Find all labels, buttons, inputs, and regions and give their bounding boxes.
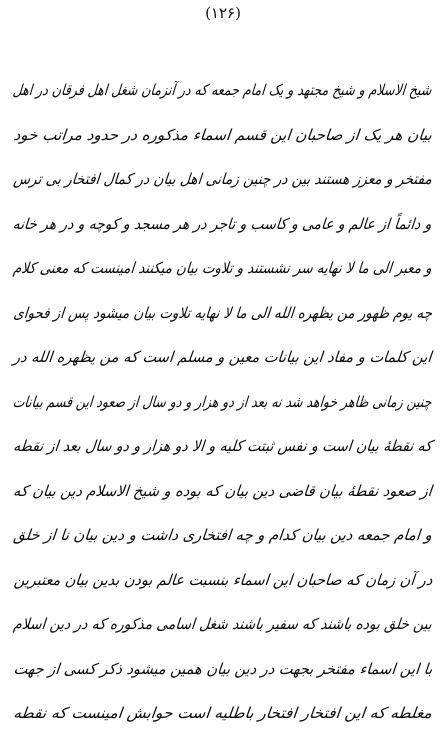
- line-text: بین خلق بوده باشند که سفیر باشند شغل اسامی مذکوره که در دین اسلام: [12, 614, 434, 633]
- text-line: [10, 246, 435, 291]
- handwritten-text-body: [12, 68, 432, 746]
- text-line: [10, 469, 435, 514]
- line-text: بیان هر یک از صاحبان این قسم اسماء مذکوره در حدود مراتب خود: [12, 125, 434, 144]
- text-line: [10, 602, 435, 647]
- line-text: مغلطه که این افتخار افتخار باطلیه است حوابش امینست که نقطه: [12, 703, 434, 722]
- text-line: [10, 513, 435, 558]
- text-line: [10, 291, 435, 336]
- line-text: در آن زمان که صاحبان این اسماء بنسبت عالم بودن بدین بیان معتبرین: [12, 570, 434, 589]
- line-text: که نقطهٔ بیان است و نفس ثبتت کلیه و الا دو هزار و دو سال بعد از نقطه: [12, 436, 434, 455]
- text-line: [10, 691, 435, 736]
- line-text: چنین زمانی ظاهر خواهد شد نه بعد از دو هزار و دو سال از صعود این قسم بیانات: [12, 392, 434, 411]
- text-line: [10, 380, 435, 425]
- line-text: از صعود نقطهٔ بیان قاضی دین بیان که بوده و شیخ الاسلام دین بیان که: [12, 481, 434, 500]
- line-text: با این اسماء مفتخر بجهت در دین بیان همین میشود ذکر کسی از جهت: [12, 659, 434, 678]
- text-line: [10, 647, 435, 692]
- line-text: این کلمات و مفاد این بیانات معین و مسلم است که من یظهره الله در: [12, 347, 434, 366]
- text-line: [10, 424, 435, 469]
- text-line: [10, 68, 435, 113]
- line-text: شیخ الاسلام و شیخ مجتهد و یک امام جمعه که در آنزمان شغل اهل فرقان در اهل: [12, 80, 434, 99]
- text-line: [10, 113, 435, 158]
- text-line: [10, 558, 435, 603]
- line-text: و امام جمعه دین بیان کدام و چه افتخاری داشت و دین بیان نا از خلق: [12, 525, 434, 544]
- text-line: [10, 335, 435, 380]
- page-number: (۱۲۶): [205, 4, 241, 22]
- text-line: [10, 157, 435, 202]
- line-text: و دائماً از عالم و عامی و کاسب و تاجر در هر مسجد و کوچه و در هر خانه: [12, 214, 434, 233]
- line-text: چه یوم ظهور من یظهره الله الی ما لا نهایه تلاوت بیان میشود پس از فحوای: [12, 303, 434, 322]
- line-text: و معبر الی ما لا نهایه سر نشستند و تلاوت بیان میکنند امینست که معنی کلام: [12, 258, 434, 277]
- line-text: مفتخر و معزز هستند بین در چنین زمانی اهل بیان در کمال افتخار بی ترس: [12, 169, 434, 188]
- text-line: [10, 202, 435, 247]
